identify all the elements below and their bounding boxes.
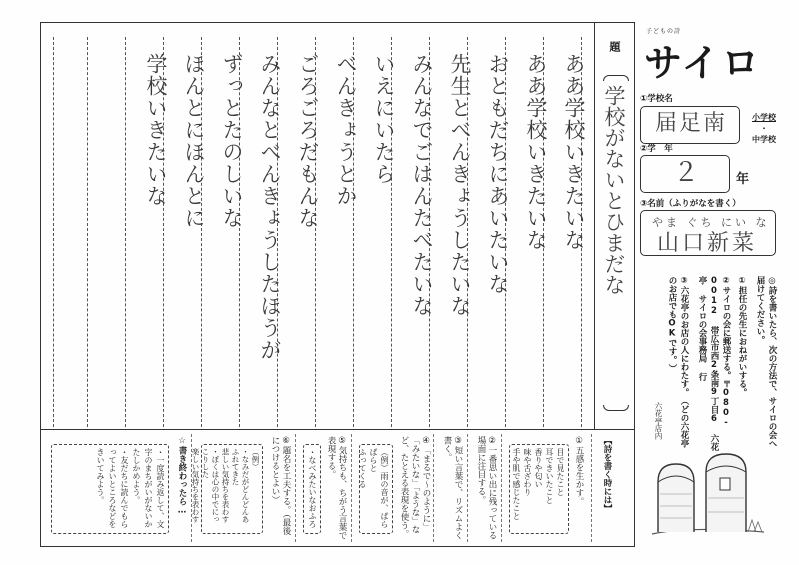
entry-panel	[638, 22, 782, 547]
tip-1-head: ①五感を生かす。	[574, 436, 584, 506]
tip-7-box: ・一度読み返して、文字のまちがいがないかたしかめよう。 ・友だちに読んでもらってよいところなどをきいてみよう。	[51, 444, 169, 534]
tip-1-box: 目で見たこと 耳できいたこと 香りや匂い 味や舌ざわり 手や肌で感じたこと	[509, 444, 569, 534]
elementary-school-option[interactable]: 小学校	[752, 113, 776, 122]
column-rule	[125, 37, 126, 427]
tip-3-head: ③短い言葉で、リズムよく書く。	[442, 436, 463, 540]
submission-method-2: ②サイロの会に郵送する。〒080-0012 帯広市西2条南9丁目6 六花亭 サイロの会事務局 行	[697, 276, 731, 451]
poem-title[interactable]: 学校がないとひまだな	[602, 85, 626, 295]
column-rule	[53, 37, 54, 427]
tip-divider	[191, 434, 192, 542]
poem-line-5[interactable]: みんなでごはんたべたいな	[410, 53, 434, 317]
school-label: ①学校名	[640, 94, 673, 104]
name-label: ③名前（ふりがなを書く）	[640, 199, 741, 209]
poem-line-4[interactable]: 先生とべんきょうしたいな	[448, 53, 472, 317]
poem-line-3[interactable]: おともだちにあいたいな	[486, 53, 510, 295]
school-name-field[interactable]: 届足南	[654, 111, 727, 136]
tip-2-head: ②一番思い出に残っている場面に注目する。	[476, 436, 497, 540]
school-type	[744, 112, 784, 145]
writing-tips	[41, 429, 634, 546]
poem-line-2[interactable]: ああ学校いきたいな	[524, 53, 548, 251]
column-rule	[87, 37, 88, 427]
title-bracket-bottom	[603, 405, 629, 411]
title-bracket-top	[603, 75, 629, 81]
poem-line-11[interactable]: ほんとにほんとに	[182, 53, 206, 229]
tip-divider	[295, 434, 296, 542]
name-field[interactable]: 山口新菜	[656, 231, 757, 256]
poem-line-1[interactable]: ああ学校いきたいな	[562, 53, 586, 251]
tip-divider	[501, 434, 502, 542]
grade-unit: 年	[736, 172, 750, 187]
tip-5-head: ⑤気持ちも、ちがう言葉で表現する。	[326, 436, 347, 540]
poem-line-12[interactable]: 学校いきたいな	[144, 53, 168, 207]
title-label: 題	[608, 41, 621, 52]
tip-6-head: ⑥題名を工夫する。（最後につけるとよい）	[270, 436, 291, 536]
address-extra: 六花亭店内	[654, 402, 663, 440]
grade-field[interactable]: ２	[672, 158, 699, 188]
poem-line-9[interactable]: みんなとべんきょうしたほうが	[258, 53, 282, 361]
tip-divider	[433, 434, 434, 542]
tip-4-head: ④「まるで～のように」「みたいな」「ような」など、たとえる表現を使う。	[399, 436, 431, 538]
logo-subtitle: 子どもの詩	[646, 28, 682, 35]
title-column	[594, 23, 634, 429]
tip-5-box: ・なべみたいなおふろ	[303, 444, 321, 534]
submission-intro: ◎詩を書いたら、次の方法で、サイロの会へ届けてください。	[755, 276, 777, 448]
poem-line-10[interactable]: ずっとたのしいな	[220, 53, 244, 229]
name-furigana-field[interactable]: やま ぐち にい な	[652, 216, 770, 229]
poem-line-8[interactable]: ごろごろだもんな	[296, 53, 320, 229]
tip-4-box: （例）雨の音が、ぱらぱらと ふってくる	[359, 444, 393, 534]
school-type-separator: ・	[760, 124, 768, 133]
tip-divider	[467, 434, 468, 542]
writing-grid	[40, 22, 635, 547]
submission-method-1: ①担任の先生におねがいする。	[737, 276, 747, 397]
poem-line-6[interactable]: いえにいたら	[372, 53, 396, 185]
poem-line-7[interactable]: べんきょうとか	[334, 53, 358, 207]
silo-logo: サイロ	[644, 41, 762, 85]
tip-divider	[351, 434, 352, 542]
writing-columns	[41, 23, 595, 429]
tips-heading: 【詩を書く時には】	[602, 436, 612, 513]
submission-method-3: ③六花亭のお店の人にわたす。（どの六花亭のお店でもOKです。）	[667, 276, 689, 448]
junior-high-option[interactable]: 中学校	[752, 135, 776, 144]
tip-7-head: ☆書き終わったら…	[177, 436, 187, 516]
silo-illustration-icon	[648, 442, 768, 538]
tip-6-box: （例） ・なみだがどんどんあふれてきた 悲しい気持ちを表わす ・ぼくは心の中でにっこりした 楽しい気持ちを表わす	[201, 444, 263, 534]
grade-label: ②学 年	[640, 144, 673, 154]
tip-divider	[591, 434, 592, 542]
